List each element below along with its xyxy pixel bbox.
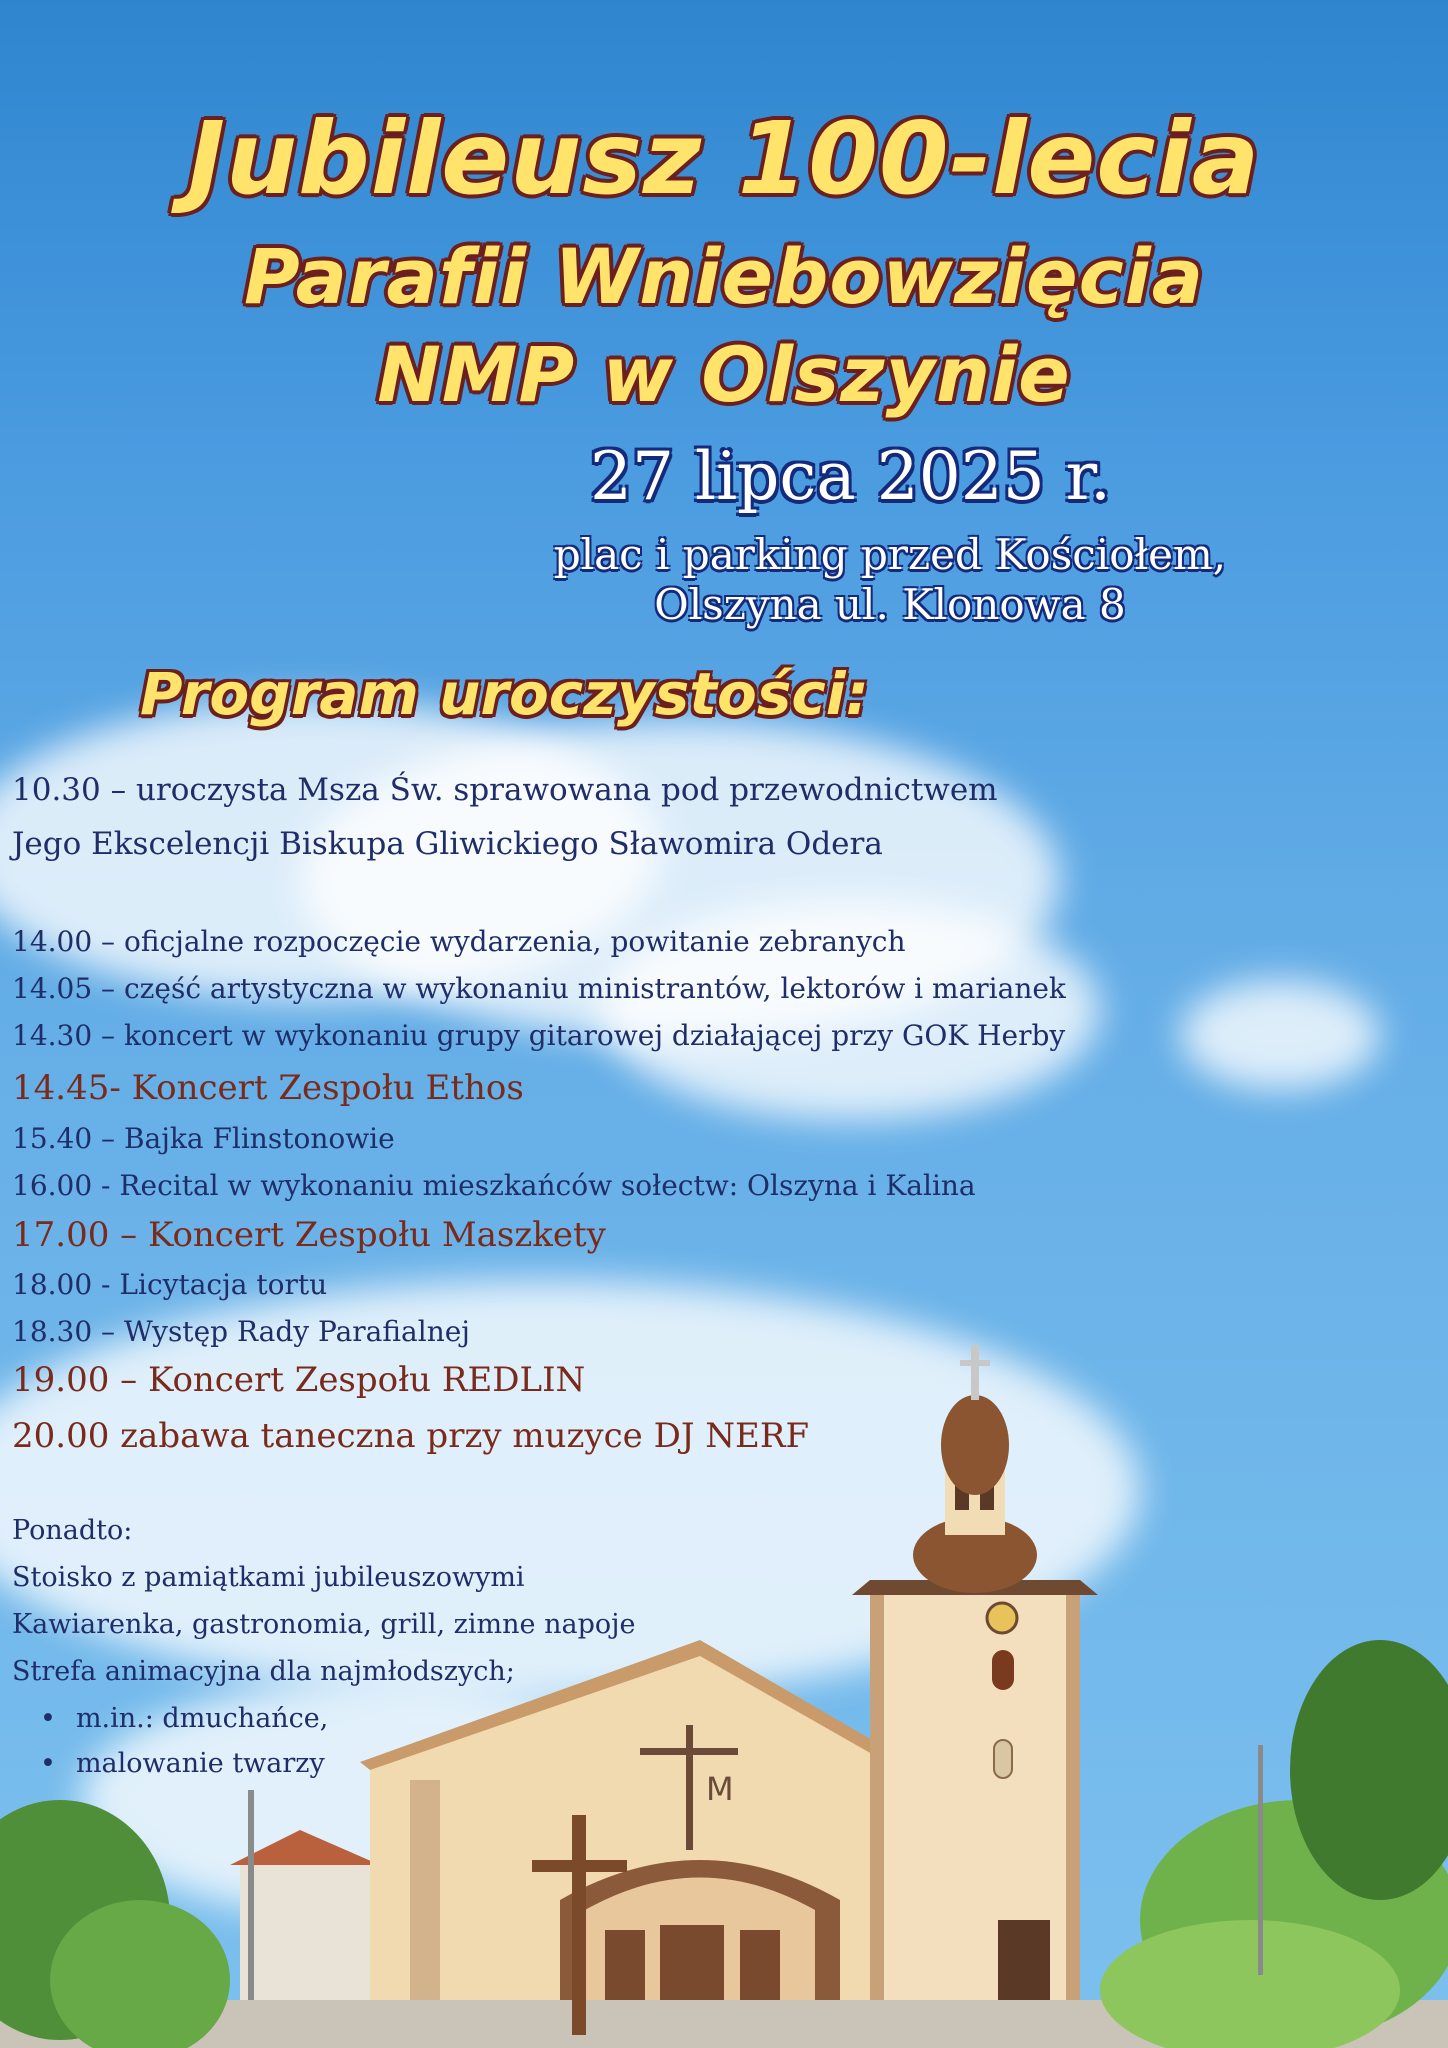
event-date: 27 lipca 2025 r. (590, 438, 1111, 515)
tower-window (992, 1650, 1014, 1690)
title-line-2: Parafii Wniebowzięcia (243, 232, 1205, 321)
house (240, 1860, 370, 2000)
facade-cross-vertical (686, 1725, 693, 1850)
tower-window (994, 1740, 1012, 1778)
door (660, 1925, 724, 2000)
upper-dome (941, 1395, 1009, 1495)
door (740, 1930, 780, 2000)
wooden-cross-vertical (572, 1815, 586, 2035)
wooden-cross-horizontal (532, 1860, 627, 1872)
location-line-2: Olszyna ul. Klonowa 8 (654, 580, 1126, 629)
title-line-3: NMP w Olszynie (377, 330, 1071, 419)
program-item: 14.00 – oficjalne rozpoczęcie wydarzenia, powitanie zebranych (12, 925, 906, 958)
extras-heading: Ponadto: (12, 1515, 133, 1546)
church-wall-stripe (410, 1780, 440, 2000)
program-mass-line-2: Jego Ekscelencji Biskupa Gliwickiego Sławomira Odera (12, 826, 883, 862)
extras-bullet: • malowanie twarzy (40, 1748, 325, 1779)
program-item: 18.30 – Występ Rady Parafialnej (12, 1315, 470, 1348)
program-item: 14.05 – część artystyczna w wykonaniu ministrantów, lektorów i marianek (12, 972, 1066, 1005)
program-item: 14.30 – koncert w wykonaniu grupy gitarowej działającej przy GOK Herby (12, 1019, 1066, 1052)
extras-line: Kawiarenka, gastronomia, grill, zimne napoje (12, 1609, 636, 1640)
program-mass-line-1: 10.30 – uroczysta Msza Św. sprawowana pod przewodnictwem (12, 772, 998, 808)
location-line-1: plac i parking przed Kościołem, (553, 530, 1227, 579)
program-item-highlight: 14.45- Koncert Zespołu Ethos (12, 1068, 524, 1108)
tower-clock (987, 1603, 1017, 1633)
utility-pole (248, 1790, 254, 2000)
tower-door (998, 1920, 1050, 2000)
spire (971, 1345, 979, 1400)
program-item: 15.40 – Bajka Flinstonowie (12, 1122, 395, 1155)
title-line-1: Jubileusz 100-lecia (187, 100, 1261, 217)
extras-bullet: • m.in.: dmuchańce, (40, 1703, 328, 1734)
tower-corner (870, 1595, 884, 2000)
facade-letter: M (706, 1770, 734, 1808)
extras-line: Strefa animacyjna dla najmłodszych; (12, 1656, 515, 1687)
program-item-highlight: 19.00 – Koncert Zespołu REDLIN (12, 1360, 586, 1400)
program-item-highlight: 17.00 – Koncert Zespołu Maszkety (12, 1215, 606, 1255)
cloud (1180, 980, 1380, 1090)
program-heading: Program uroczystości: (140, 660, 869, 728)
program-item: 16.00 - Recital w wykonaniu mieszkańców sołectw: Olszyna i Kalina (12, 1169, 976, 1202)
tower-corner (1066, 1595, 1080, 2000)
program-item-highlight: 20.00 zabawa taneczna przy muzyce DJ NERF (12, 1416, 810, 1456)
facade-cross-horizontal (640, 1748, 738, 1755)
lamp-post (1258, 1745, 1263, 1975)
program-item: 18.00 - Licytacja tortu (12, 1268, 328, 1301)
door (605, 1930, 645, 2000)
extras-line: Stoisko z pamiątkami jubileuszowymi (12, 1562, 525, 1593)
spire-cross (960, 1360, 990, 1366)
